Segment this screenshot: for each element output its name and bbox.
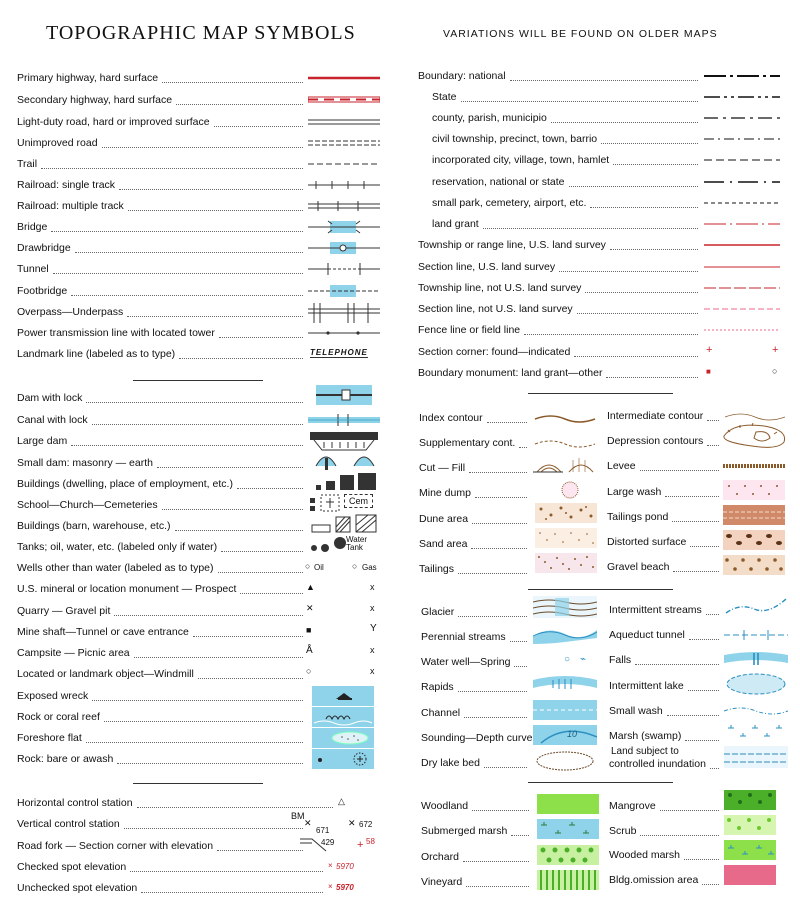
legend-row [421, 754, 531, 772]
legend-row [17, 623, 307, 641]
legend-label: Falls [609, 654, 632, 666]
overpass-symbol [308, 301, 380, 319]
legend-label: Index contour [419, 412, 483, 424]
legend-label: Primary highway, hard surface [17, 72, 159, 84]
legend-label: Distorted surface [607, 536, 687, 548]
vc-elevation: 672 [359, 820, 373, 829]
legend-label: Located or landmark object—Windmill [17, 668, 194, 680]
legend-row [419, 535, 531, 553]
legend-row [421, 603, 531, 621]
section-not-us-symbol [704, 300, 780, 318]
legend-label: Depression contours [607, 435, 704, 447]
rock-bare-symbol [312, 749, 374, 767]
legend-label: Rock or coral reef [17, 711, 100, 723]
monument-other-icon: ○ [772, 366, 778, 376]
legend-row [421, 822, 533, 840]
legend-row [17, 324, 307, 342]
light-duty-road-symbol [308, 113, 380, 131]
legend-label: Power transmission line with located tower [17, 327, 215, 339]
legend-label: Section line, U.S. land survey [418, 261, 556, 273]
horizontal-control-icon: △ [338, 796, 345, 806]
legend-row [421, 628, 531, 646]
legend-label: incorporated city, village, town, hamlet [432, 154, 610, 166]
levee-symbol [723, 457, 785, 475]
wreck-symbol [312, 686, 374, 704]
legend-label: Dune area [419, 513, 469, 525]
glacier-symbol [533, 596, 597, 614]
legend-label: Water well—Spring [421, 656, 511, 668]
legend-row [418, 300, 702, 318]
legend-label: Horizontal control station [17, 797, 133, 809]
legend-row [17, 602, 307, 620]
legend-label: Scrub [609, 825, 637, 837]
legend-row [421, 678, 531, 696]
channel-symbol [533, 700, 597, 718]
legend-label: Rock: bare or awash [17, 753, 114, 765]
legend-row [17, 687, 307, 705]
cem-label: Cem [344, 494, 373, 508]
legend-label: Marsh (swamp) [609, 730, 682, 742]
legend-label: Campsite — Picnic area [17, 647, 130, 659]
falls-symbol [724, 647, 788, 665]
legend-label: Township line, not U.S. land survey [418, 282, 582, 294]
index-contour-symbol [533, 409, 597, 427]
gas-label: Gas [362, 563, 377, 572]
railroad-multiple-symbol [308, 197, 380, 215]
trail-symbol [308, 155, 380, 173]
legend-row [432, 88, 702, 106]
distorted-surface-symbol [723, 530, 785, 548]
legend-row [609, 797, 723, 815]
section-corner-indicated-icon: + [772, 344, 779, 356]
legend-row [421, 729, 531, 747]
legend-label: reservation, national or state [432, 176, 565, 188]
water-tank-label: Water Tank [346, 535, 368, 552]
unchecked-elevation: 5970 [336, 883, 354, 892]
legend-row [17, 282, 307, 300]
legend-row [17, 837, 307, 855]
drawbridge-symbol [308, 239, 380, 257]
legend-label: Tailings pond [607, 511, 669, 523]
national-boundary-symbol [704, 67, 780, 85]
legend-row [17, 729, 307, 747]
page-title: TOPOGRAPHIC MAP SYMBOLS [46, 22, 356, 44]
legend-label: Canal with lock [17, 414, 88, 426]
legend-row [609, 846, 723, 864]
tailings-symbol [535, 553, 597, 571]
section-divider [133, 380, 263, 381]
legend-row [17, 239, 307, 257]
legend-row [17, 197, 307, 215]
oil-label: Oil [314, 563, 324, 572]
mangrove-symbol [724, 790, 776, 808]
picnic-area-icon: x [370, 645, 375, 655]
legend-label: U.S. mineral or location monument — Prospect [17, 583, 237, 595]
legend-row [421, 704, 531, 722]
foreshore-symbol [312, 728, 374, 746]
legend-row [419, 484, 531, 502]
sounding-value: 10 [567, 729, 578, 739]
land-grant-symbol [704, 215, 780, 233]
legend-label: Wells other than water (labeled as to type) [17, 562, 214, 574]
canal-lock-symbol [308, 411, 380, 429]
section-divider [528, 782, 673, 783]
legend-label: Unimproved road [17, 137, 98, 149]
legend-label: Supplementary cont. [419, 437, 516, 449]
cut-fill-symbol [533, 452, 597, 470]
legend-label: Railroad: multiple track [17, 200, 124, 212]
legend-row [607, 407, 723, 425]
legend-label: Overpass—Underpass [17, 306, 124, 318]
gravel-beach-symbol [723, 555, 785, 573]
legend-label: Rapids [421, 681, 454, 693]
marsh-symbol [724, 722, 788, 740]
depression-contours-symbol [720, 420, 790, 438]
legend-row [609, 727, 723, 745]
legend-row [17, 432, 307, 450]
legend-label: Sounding—Depth curve [421, 732, 533, 744]
reservation-boundary-symbol [704, 173, 780, 191]
intermittent-lake-symbol [724, 672, 788, 690]
tanks-symbol [308, 535, 348, 553]
monument-icon: ▲ [306, 582, 315, 592]
legend-label: Footbridge [17, 285, 68, 297]
legend-label: Buildings (dwelling, place of employment, etc.) [17, 478, 233, 490]
legend-row [607, 432, 723, 450]
legend-row [17, 69, 307, 87]
legend-label: Intermediate contour [607, 410, 704, 422]
aqueduct-tunnel-symbol [724, 626, 788, 644]
park-boundary-symbol [704, 194, 780, 212]
legend-row [17, 815, 307, 833]
quarry-icon: ✕ [306, 603, 314, 613]
legend-row [17, 858, 327, 876]
small-wash-symbol [724, 702, 788, 720]
legend-row [419, 560, 531, 578]
section-divider [528, 589, 673, 590]
legend-row [17, 879, 327, 897]
legend-label: Small wash [609, 705, 663, 717]
legend-row [609, 626, 723, 644]
legend-row [419, 510, 531, 528]
legend-label: Submerged marsh [421, 825, 508, 837]
vertical-control-icon: ✕ [304, 818, 312, 828]
legend-row [17, 750, 307, 768]
legend-label: Dam with lock [17, 392, 83, 404]
legend-label: Railroad: single track [17, 179, 116, 191]
section-corner-found-icon: + [706, 344, 713, 356]
legend-label: Landmark line (labeled as to type) [17, 348, 176, 360]
windmill-icon: x [370, 666, 375, 676]
dam-lock-symbol [312, 383, 376, 401]
section-divider [528, 393, 673, 394]
bridge-symbol [308, 218, 380, 236]
legend-row [419, 459, 531, 477]
legend-label: Road fork — Section corner with elevation [17, 840, 214, 852]
legend-row [607, 508, 723, 526]
legend-label: Mangrove [609, 800, 656, 812]
county-boundary-symbol [704, 109, 780, 127]
legend-label: State [432, 91, 457, 103]
legend-label: Large wash [607, 486, 662, 498]
cave-entrance-icon: Y [370, 623, 377, 634]
spring-icon: ⌁ [580, 654, 587, 665]
legend-label: Section corner: found—indicated [418, 346, 571, 358]
tunnel-symbol [308, 260, 380, 278]
legend-row [17, 580, 307, 598]
orchard-symbol [537, 845, 599, 863]
legend-label: Quarry — Gravel pit [17, 605, 111, 617]
section-divider [133, 783, 263, 784]
bm-label: BM [291, 811, 305, 821]
legend-label: Trail [17, 158, 38, 170]
legend-label: Vertical control station [17, 818, 120, 830]
legend-label: Sand area [419, 538, 468, 550]
legend-row [421, 873, 533, 891]
legend-label: Channel [421, 707, 461, 719]
legend-row [17, 303, 307, 321]
legend-label: Cut — Fill [419, 462, 466, 474]
corner-elevation: 58 [366, 837, 375, 846]
legend-label: Fence line or field line [418, 324, 521, 336]
legend-row [607, 533, 723, 551]
legend-row [17, 345, 307, 363]
bldg-omission-symbol [724, 865, 776, 883]
legend-row [609, 702, 723, 720]
legend-label: Bldg.omission area [609, 874, 699, 886]
monument-land-grant-icon: ■ [706, 367, 711, 376]
legend-label: Gravel beach [607, 561, 670, 573]
legend-label: Boundary monument: land grant—other [418, 367, 603, 379]
fence-line-symbol [704, 321, 780, 339]
legend-label: Unchecked spot elevation [17, 882, 138, 894]
legend-row [609, 755, 723, 773]
small-dam-symbol [312, 446, 380, 464]
legend-label: Secondary highway, hard surface [17, 94, 173, 106]
legend-row [17, 665, 307, 683]
dune-area-symbol [535, 503, 597, 521]
legend-row [17, 475, 307, 493]
legend-row [17, 218, 307, 236]
legend-label: Light-duty road, hard or improved surface [17, 116, 210, 128]
wooded-marsh-symbol [724, 840, 776, 858]
legend-row [17, 389, 307, 407]
legend-label: Levee [607, 460, 636, 472]
legend-row [609, 601, 723, 619]
section-corner-icon: + [357, 839, 364, 851]
legend-label: Tanks; oil, water, etc. (labeled only if water) [17, 541, 218, 553]
township-boundary-symbol [704, 130, 780, 148]
legend-label: Bridge [17, 221, 48, 233]
legend-label: Dry lake bed [421, 757, 480, 769]
legend-label: Intermittent streams [609, 604, 702, 616]
legend-row [421, 653, 531, 671]
legend-row [418, 279, 702, 297]
legend-label: controlled inundation [609, 758, 706, 770]
legend-row [432, 109, 702, 127]
legend-row [609, 822, 723, 840]
legend-label: Glacier [421, 606, 455, 618]
legend-label: Mine dump [419, 487, 471, 499]
legend-row [418, 343, 702, 361]
legend-row [17, 155, 307, 173]
campsite-icon: Å [306, 645, 313, 656]
checked-spot-icon: × [328, 861, 333, 870]
intermittent-streams-symbol [724, 597, 788, 615]
submerged-marsh-symbol [537, 819, 599, 837]
legend-row [432, 215, 702, 233]
legend-label: Orchard [421, 851, 459, 863]
dry-lake-symbol [533, 750, 597, 768]
legend-label: Small dam: masonry — earth [17, 457, 153, 469]
school-church-cem-symbol [308, 492, 344, 510]
legend-label: School—Church—Cemeteries [17, 499, 158, 511]
legend-label: county, parish, municipio [432, 112, 547, 124]
landmark-object-icon: ○ [306, 666, 312, 676]
legend-row [17, 134, 307, 152]
mine-dump-symbol [558, 478, 582, 496]
bm-elevation: 671 [316, 826, 330, 835]
legend-label: Township or range line, U.S. land survey [418, 239, 606, 251]
legend-row [17, 411, 307, 429]
legend-row [17, 91, 307, 109]
legend-row [17, 260, 307, 278]
unimproved-road-symbol [308, 134, 380, 152]
rapids-symbol [533, 672, 597, 690]
legend-row [17, 454, 307, 472]
legend-row [607, 558, 723, 576]
railroad-single-symbol [308, 176, 380, 194]
legend-label: land grant [432, 218, 479, 230]
inundation-symbol [724, 746, 788, 764]
unchecked-spot-icon: × [328, 882, 333, 891]
legend-label: small park, cemetery, airport, etc. [432, 197, 587, 209]
legend-row [432, 194, 702, 212]
water-well-icon: ○ [564, 654, 571, 665]
sounding-depth-symbol [533, 725, 597, 743]
legend-row [609, 651, 723, 669]
legend-row [418, 364, 702, 382]
legend-label: Exposed wreck [17, 690, 89, 702]
sand-area-symbol [535, 528, 597, 546]
legend-row [418, 67, 702, 85]
legend-row [418, 258, 702, 276]
legend-row [607, 457, 723, 475]
legend-row [17, 113, 307, 131]
legend-label: Aqueduct tunnel [609, 629, 685, 641]
vertical-control-icon: ✕ [348, 818, 356, 828]
legend-label: Tailings [419, 563, 455, 575]
prospect-icon: x [370, 582, 375, 592]
well-oil-symbol: ○ [305, 561, 311, 571]
telephone-label: TELEPHONE [310, 348, 368, 357]
inundation-label-1: Land subject to [611, 746, 679, 757]
legend-label: Large dam [17, 435, 68, 447]
legend-label: Woodland [421, 800, 469, 812]
legend-row [17, 644, 307, 662]
legend-row [432, 151, 702, 169]
section-line-symbol [704, 258, 780, 276]
legend-row [432, 173, 702, 191]
legend-row [421, 848, 533, 866]
township-line-symbol [704, 236, 780, 254]
footbridge-symbol [308, 282, 380, 300]
woodland-symbol [537, 794, 599, 812]
legend-row [17, 794, 337, 812]
township-not-us-symbol [704, 279, 780, 297]
legend-label: Intermittent lake [609, 680, 684, 692]
legend-label: Foreshore flat [17, 732, 82, 744]
legend-row [418, 236, 702, 254]
supplementary-contour-symbol [533, 434, 597, 452]
barn-buildings-symbol [308, 513, 380, 531]
vineyard-symbol [537, 870, 599, 888]
legend-row [418, 321, 702, 339]
legend-row [421, 797, 533, 815]
legend-label: Section line, not U.S. land survey [418, 303, 573, 315]
legend-label: Vineyard [421, 876, 463, 888]
legend-label: Checked spot elevation [17, 861, 127, 873]
legend-row [607, 483, 723, 501]
legend-row [17, 559, 307, 577]
reef-symbol [312, 707, 374, 725]
primary-highway-symbol [308, 69, 380, 87]
power-line-symbol [308, 324, 380, 342]
legend-row [419, 434, 531, 452]
legend-label: Wooded marsh [609, 849, 681, 861]
large-wash-symbol [723, 480, 785, 498]
scrub-symbol [724, 815, 776, 833]
mine-shaft-icon: ■ [306, 625, 312, 635]
legend-label: Buildings (barn, warehouse, etc.) [17, 520, 171, 532]
legend-label: Perennial streams [421, 631, 506, 643]
secondary-highway-symbol [308, 91, 380, 109]
page-subtitle: VARIATIONS WILL BE FOUND ON OLDER MAPS [443, 28, 718, 40]
legend-row [609, 677, 723, 695]
legend-row [17, 517, 307, 535]
legend-row [17, 708, 307, 726]
legend-row [609, 871, 723, 889]
legend-label: civil township, precinct, town, barrio [432, 133, 598, 145]
legend-row [17, 176, 307, 194]
legend-row [432, 130, 702, 148]
gravel-pit-icon: x [370, 603, 375, 613]
legend-row [17, 538, 307, 556]
perennial-streams-symbol [533, 624, 597, 642]
legend-row [419, 409, 531, 427]
buildings-symbol [312, 471, 380, 489]
legend-label: Boundary: national [418, 70, 506, 82]
legend-row [17, 496, 307, 514]
state-boundary-symbol [704, 88, 780, 106]
legend-label: Mine shaft—Tunnel or cave entrance [17, 626, 189, 638]
fork-elevation: 429 [321, 838, 335, 847]
well-gas-symbol: ○ [352, 561, 358, 571]
tailings-pond-symbol [723, 505, 785, 523]
checked-elevation: 5970 [336, 862, 354, 871]
legend-label: Drawbridge [17, 242, 71, 254]
city-boundary-symbol [704, 151, 780, 169]
legend-label: Tunnel [17, 263, 49, 275]
